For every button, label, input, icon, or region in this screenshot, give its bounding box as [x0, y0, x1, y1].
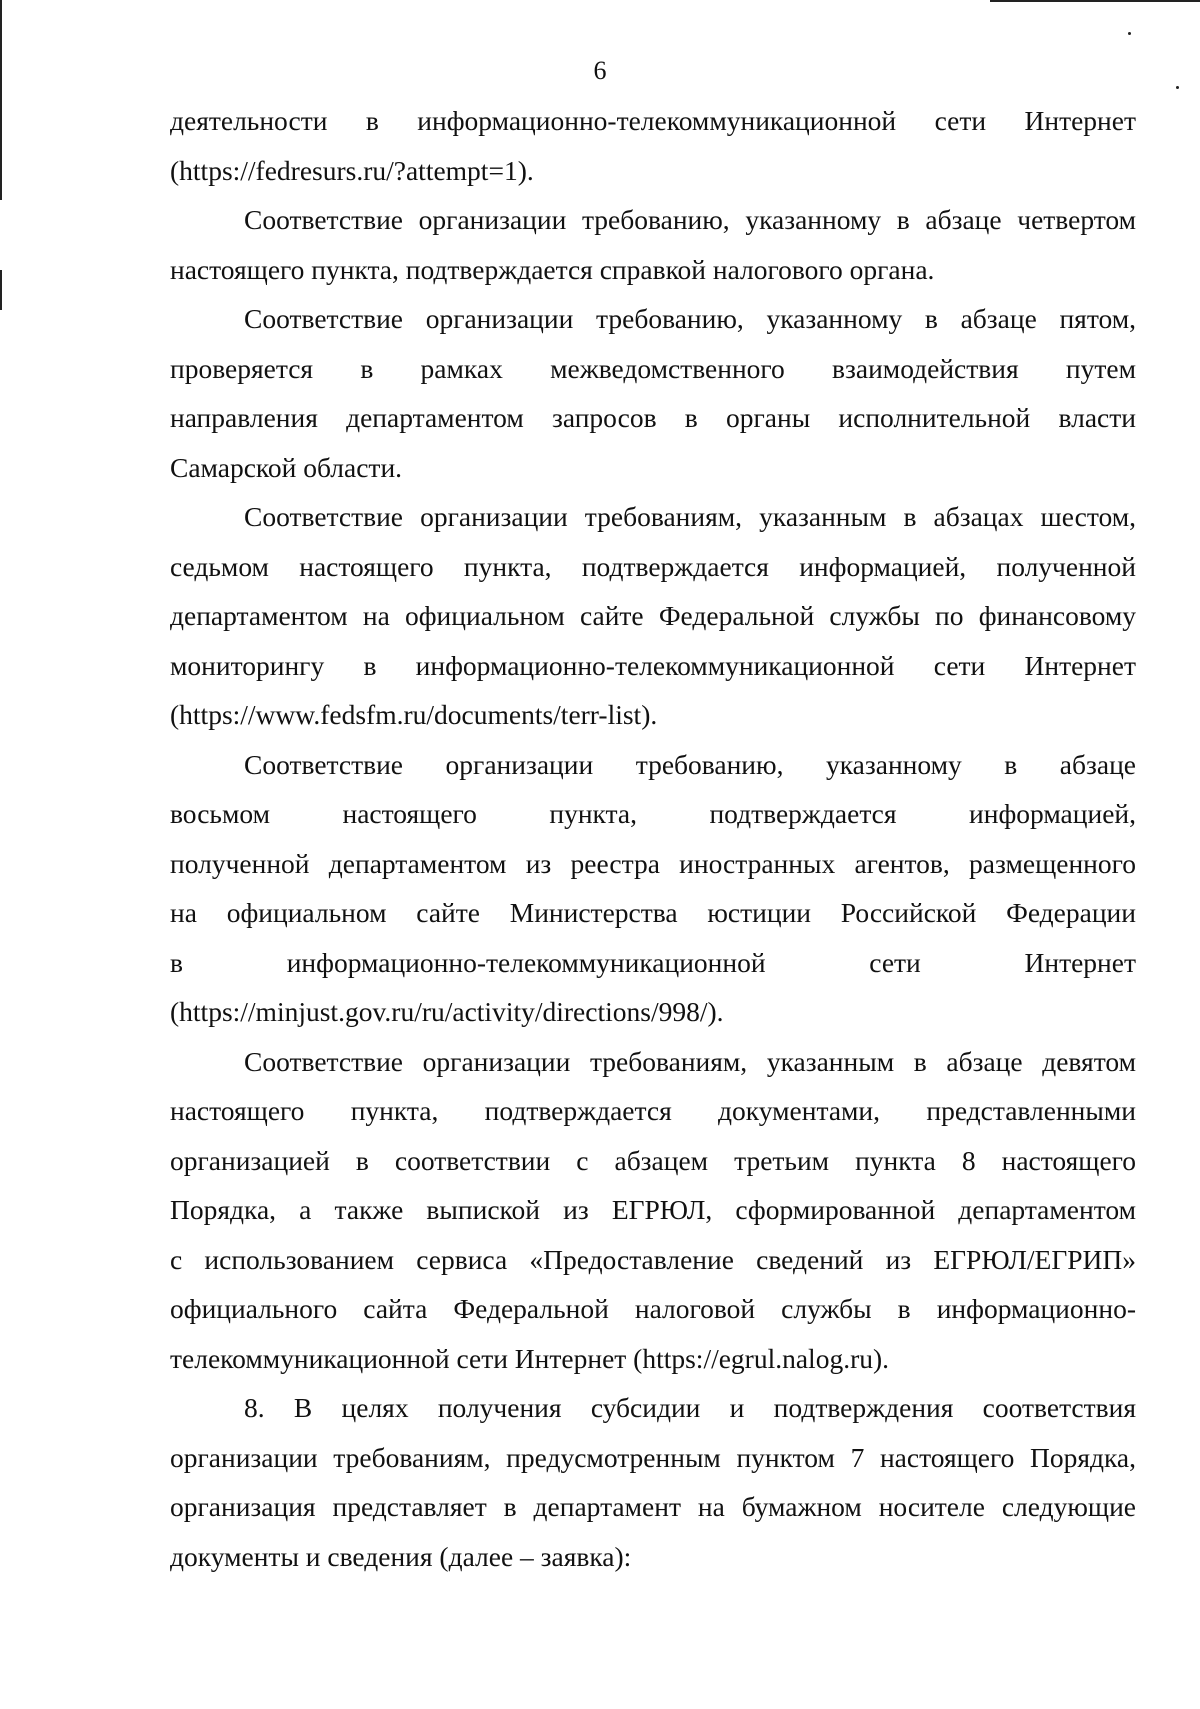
text-line: проверяется в рамках межведомственного взаимодействия путем: [170, 352, 1136, 384]
text-line: официального сайта Федеральной налоговой службы в информационно-: [170, 1293, 1136, 1324]
text-line: (https://www.fedsfm.ru/documents/terr-list).: [170, 699, 658, 730]
text-line: документы и сведения (далее – заявка):: [170, 1540, 632, 1572]
text-line: организации требованиям, предусмотренным пунктом 7 настоящего Порядка,: [170, 1441, 1136, 1473]
text-line: (https://fedresurs.ru/?attempt=1).: [170, 154, 534, 186]
text-line: с использованием сервиса «Предоставление сведений из ЕГРЮЛ/ЕГРИП»: [170, 1243, 1136, 1275]
text-line: восьмом настоящего пункта, подтверждается информацией,: [170, 798, 1136, 829]
page-number: 6: [593, 56, 607, 85]
scan-edge-mark: [0, 270, 2, 310]
text-line: мониторингу в информационно-телекоммуникационной сети Интернет: [170, 649, 1136, 681]
text-line: Соответствие организации требованию, указанному в абзаце четвертом: [244, 204, 1136, 235]
scan-speck: [1128, 32, 1131, 35]
scan-edge-mark: [990, 0, 1200, 2]
text-line: деятельности в информационно-телекоммуникационной сети Интернет: [170, 105, 1136, 136]
paragraph: [170, 1383, 1136, 1581]
text-line: Самарской области.: [170, 451, 403, 483]
text-line: (https://minjust.gov.ru/ru/activity/directions/998/).: [170, 996, 724, 1027]
scan-edge-mark: [0, 0, 2, 200]
paragraph: [170, 195, 1136, 294]
document-body: [170, 96, 1136, 1581]
text-line: настоящего пункта, подтверждается документами, представленными: [170, 1095, 1136, 1126]
text-line: 8. В целях получения субсидии и подтверждения соответствия: [244, 1392, 1136, 1423]
text-line: седьмом настоящего пункта, подтверждается информацией, полученной: [170, 550, 1136, 582]
text-line: организацией в соответствии с абзацем третьим пункта 8 настоящего: [170, 1144, 1136, 1176]
text-line: Соответствие организации требованиям, указанным в абзаце девятом: [244, 1045, 1136, 1077]
text-line: на официальном сайте Министерства юстиции Российской Федерации: [170, 897, 1136, 928]
paragraph: [170, 96, 1136, 195]
text-line: Порядка, а также выпиской из ЕГРЮЛ, сформированной департаментом: [170, 1194, 1136, 1225]
scan-speck: [1176, 86, 1179, 89]
text-line: Соответствие организации требованию, указанному в абзаце: [244, 748, 1136, 780]
text-line: телекоммуникационной сети Интернет (https://egrul.nalog.ru).: [170, 1342, 890, 1374]
text-line: в информационно-телекоммуникационной сети Интернет: [170, 946, 1136, 978]
text-line: полученной департаментом из реестра иностранных агентов, размещенного: [170, 847, 1136, 879]
text-line: Соответствие организации требованию, указанному в абзаце пятом,: [244, 303, 1136, 334]
paragraph: [170, 740, 1136, 1037]
text-line: организация представляет в департамент на бумажном носителе следующие: [170, 1491, 1136, 1522]
text-line: департаментом на официальном сайте Федеральной службы по финансовому: [170, 600, 1136, 631]
text-line: настоящего пункта, подтверждается справкой налогового органа.: [170, 253, 935, 285]
paragraph: [170, 492, 1136, 740]
paragraph: [170, 1037, 1136, 1384]
text-line: Соответствие организации требованиям, указанным в абзацах шестом,: [244, 501, 1136, 532]
paragraph: [170, 294, 1136, 492]
text-line: направления департаментом запросов в органы исполнительной власти: [170, 402, 1136, 433]
